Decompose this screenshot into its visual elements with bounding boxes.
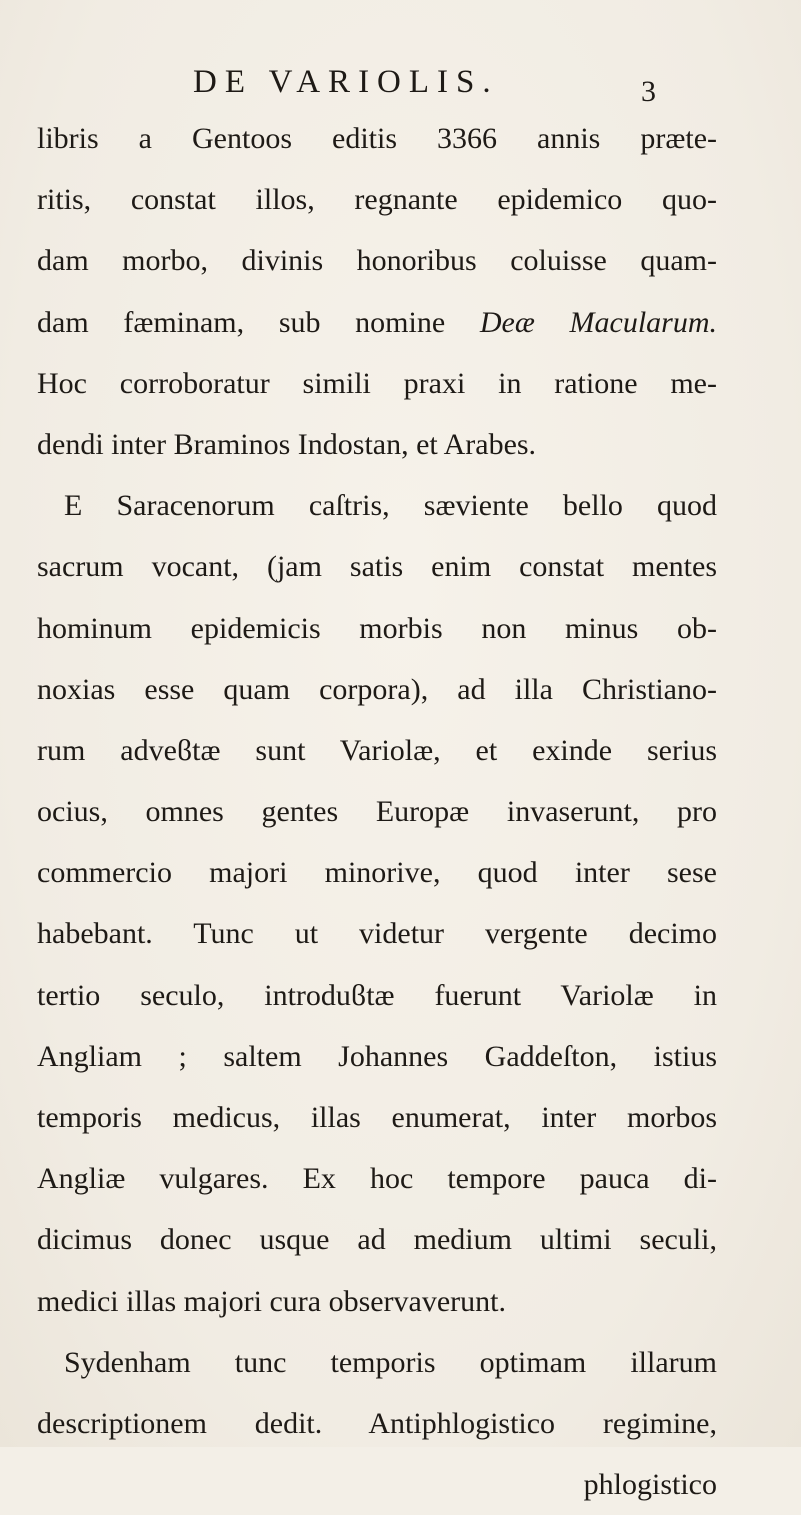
running-title: DE VARIOLIS.: [193, 64, 499, 100]
text-line: dicimus donec usque ad medium ultimi seculi,: [37, 1223, 717, 1257]
text-line: habebant. Tunc ut videtur vergente decimo: [37, 917, 717, 951]
text-line: Hoc corroboratur simili praxi in ratione me-: [37, 366, 717, 400]
text-line: medici illas majori cura observaverunt.: [37, 1284, 506, 1318]
text-line: rum adveϐtæ sunt Variolæ, et exinde serius: [37, 733, 717, 767]
text-line: ritis, constat illos, regnante epidemico quo-: [37, 183, 717, 217]
text-line: ocius, omnes gentes Europæ invaserunt, pro: [37, 795, 717, 829]
text-line: noxias esse quam corpora), ad illa Christiano-: [37, 672, 717, 706]
body-text: [37, 108, 717, 1515]
text-line: sacrum vocant, (jam satis enim constat mentes: [37, 550, 717, 584]
text-line: temporis medicus, illas enumerat, inter morbos: [37, 1101, 717, 1134]
text-line: hominum epidemicis morbis non minus ob-: [37, 611, 717, 645]
text-line: commercio majori minorive, quod inter sese: [37, 856, 717, 890]
text-line: dendi inter Braminos Indostan, et Arabes.: [37, 427, 537, 461]
text-line: descriptionem dedit. Antiphlogistico regimine,: [37, 1406, 717, 1440]
text-line: E Saracenorum caſtris, sæviente bello quod: [64, 489, 717, 523]
page-header: [0, 62, 801, 108]
text-line: tertio seculo, introduϐtæ fuerunt Variolæ in: [37, 978, 717, 1012]
text-line: dam morbo, divinis honoribus coluisse quam-: [37, 244, 717, 278]
text-line: libris a Gentoos editis 3366 annis præte-: [37, 122, 717, 155]
page-number: 3: [641, 75, 656, 108]
text-line: dam fæminam, sub nomine Deæ Macularum.: [37, 305, 717, 339]
text-line: Angliæ vulgares. Ex hoc tempore pauca di-: [37, 1162, 717, 1196]
text-line: Angliam ; saltem Johannes Gaddeſton, istius: [37, 1039, 717, 1073]
text-line: Sydenham tunc temporis optimam illarum: [64, 1345, 717, 1379]
catchword: phlogistico: [583, 1468, 717, 1502]
italic-name: Deæ Macularum.: [479, 305, 717, 339]
